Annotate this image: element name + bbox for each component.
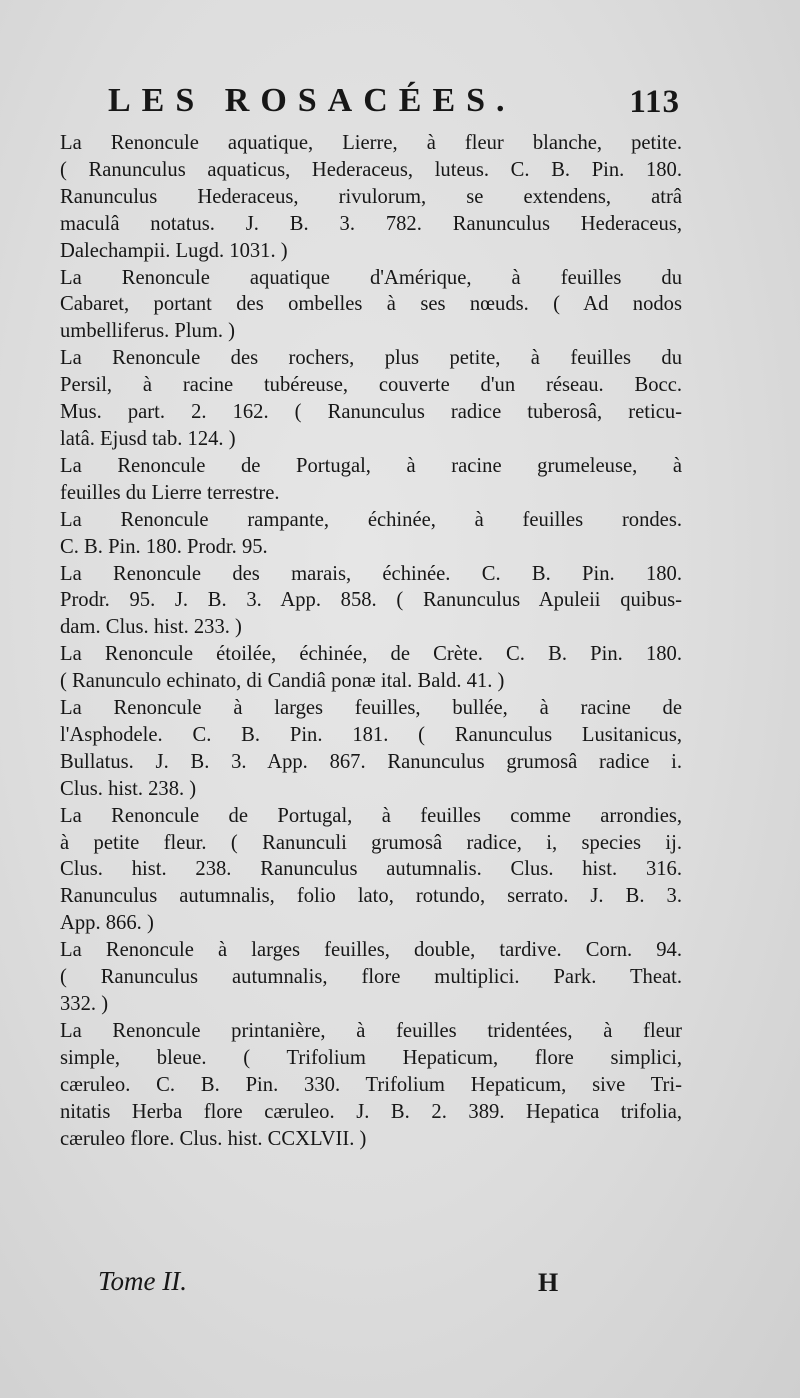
text-line: La Renoncule printanière, à feuilles tridentées, à fleur — [60, 1019, 682, 1042]
text-line: La Renoncule de Portugal, à racine grumeleuse, à — [60, 454, 682, 477]
running-head: LES ROSACÉES. — [108, 82, 516, 119]
entry-paragraph — [32, 130, 682, 265]
text-line: Bullatus. J. B. 3. App. 867. Ranunculus grumosâ radice i. — [60, 750, 682, 773]
text-line: La Renoncule étoilée, échinée, de Crète. C. B. Pin. 180. — [60, 643, 682, 666]
text-line: Cabaret, portant des ombelles à ses nœuds. ( Ad nodos — [60, 293, 682, 316]
text-line: Clus. hist. 238. ) — [60, 777, 197, 800]
text-line: 332. ) — [60, 993, 109, 1015]
text-line: App. 866. ) — [60, 912, 154, 935]
text-line: ( Ranunculus autumnalis, flore multiplici. Park. Theat. — [60, 966, 682, 989]
page-header — [100, 82, 680, 128]
entry-paragraph — [32, 265, 682, 346]
text-line: La Renoncule des marais, échinée. C. B. Pin. 180. — [60, 562, 682, 585]
text-line: La Renoncule des rochers, plus petite, à feuilles du — [60, 347, 682, 370]
text-line: C. B. Pin. 180. Prodr. 95. — [60, 535, 268, 558]
entry-paragraph — [32, 695, 682, 803]
text-line: à petite fleur. ( Ranunculi grumosâ radice, i, species ij. — [60, 831, 682, 854]
text-line: Ranunculus autumnalis, folio lato, rotundo, serrato. J. B. 3. — [60, 885, 682, 908]
entry-paragraph — [32, 561, 682, 642]
text-line: cæruleo. C. B. Pin. 330. Trifolium Hepaticum, sive Tri- — [60, 1073, 682, 1096]
text-line: Mus. part. 2. 162. ( Ranunculus radice tuberosâ, reticu- — [60, 401, 682, 424]
text-line: La Renoncule à larges feuilles, double, tardive. Corn. 94. — [60, 939, 682, 962]
text-line: maculâ notatus. J. B. 3. 782. Ranunculus Hederaceus, — [60, 212, 682, 235]
page-footer — [98, 1266, 578, 1306]
body-text — [32, 130, 682, 1152]
entry-paragraph — [32, 345, 682, 453]
entry-paragraph — [32, 803, 682, 938]
text-line: La Renoncule aquatique d'Amérique, à feuilles du — [60, 266, 682, 289]
text-line: La Renoncule de Portugal, à feuilles comme arrondies, — [60, 804, 682, 827]
text-line: cæruleo flore. Clus. hist. CCXLVII. ) — [60, 1127, 367, 1150]
text-line: La Renoncule aquatique, Lierre, à fleur blanche, petite. — [60, 132, 682, 154]
text-line: latâ. Ejusd tab. 124. ) — [60, 427, 236, 450]
entry-paragraph — [32, 641, 682, 695]
text-line: dam. Clus. hist. 233. ) — [60, 616, 242, 639]
entry-paragraph — [32, 507, 682, 561]
text-line: Prodr. 95. J. B. 3. App. 858. ( Ranunculus Apuleii quibus- — [60, 589, 682, 612]
text-line: Dalechampii. Lugd. 1031. ) — [60, 239, 288, 262]
text-line: l'Asphodele. C. B. Pin. 181. ( Ranunculus Lusitanicus, — [60, 723, 682, 746]
entry-paragraph — [32, 453, 682, 507]
text-line: nitatis Herba flore cæruleo. J. B. 2. 389. Hepatica trifolia, — [60, 1100, 682, 1123]
text-line: ( Ranunculo echinato, di Candiâ ponæ ital. Bald. 41. ) — [60, 670, 505, 693]
text-line: simple, bleue. ( Trifolium Hepaticum, flore simplici, — [60, 1046, 682, 1069]
text-line: feuilles du Lierre terrestre. — [60, 481, 280, 504]
page-number: 113 — [629, 84, 680, 120]
text-line: ( Ranunculus aquaticus, Hederaceus, luteus. C. B. Pin. 180. — [60, 158, 682, 181]
text-line: La Renoncule à larges feuilles, bullée, à racine de — [60, 697, 682, 720]
text-line: Persil, à racine tubéreuse, couverte d'un réseau. Bocc. — [60, 374, 682, 397]
entry-paragraph — [32, 937, 682, 1018]
volume-label: Tome II. — [98, 1266, 188, 1296]
text-line: Clus. hist. 238. Ranunculus autumnalis. Clus. hist. 316. — [60, 858, 682, 881]
text-line: Ranunculus Hederaceus, rivulorum, se extendens, atrâ — [60, 185, 682, 208]
text-line: umbelliferus. Plum. ) — [60, 320, 236, 343]
signature-mark: H — [538, 1268, 559, 1297]
text-line: La Renoncule rampante, échinée, à feuilles rondes. — [60, 508, 682, 531]
entry-paragraph — [32, 1018, 682, 1153]
